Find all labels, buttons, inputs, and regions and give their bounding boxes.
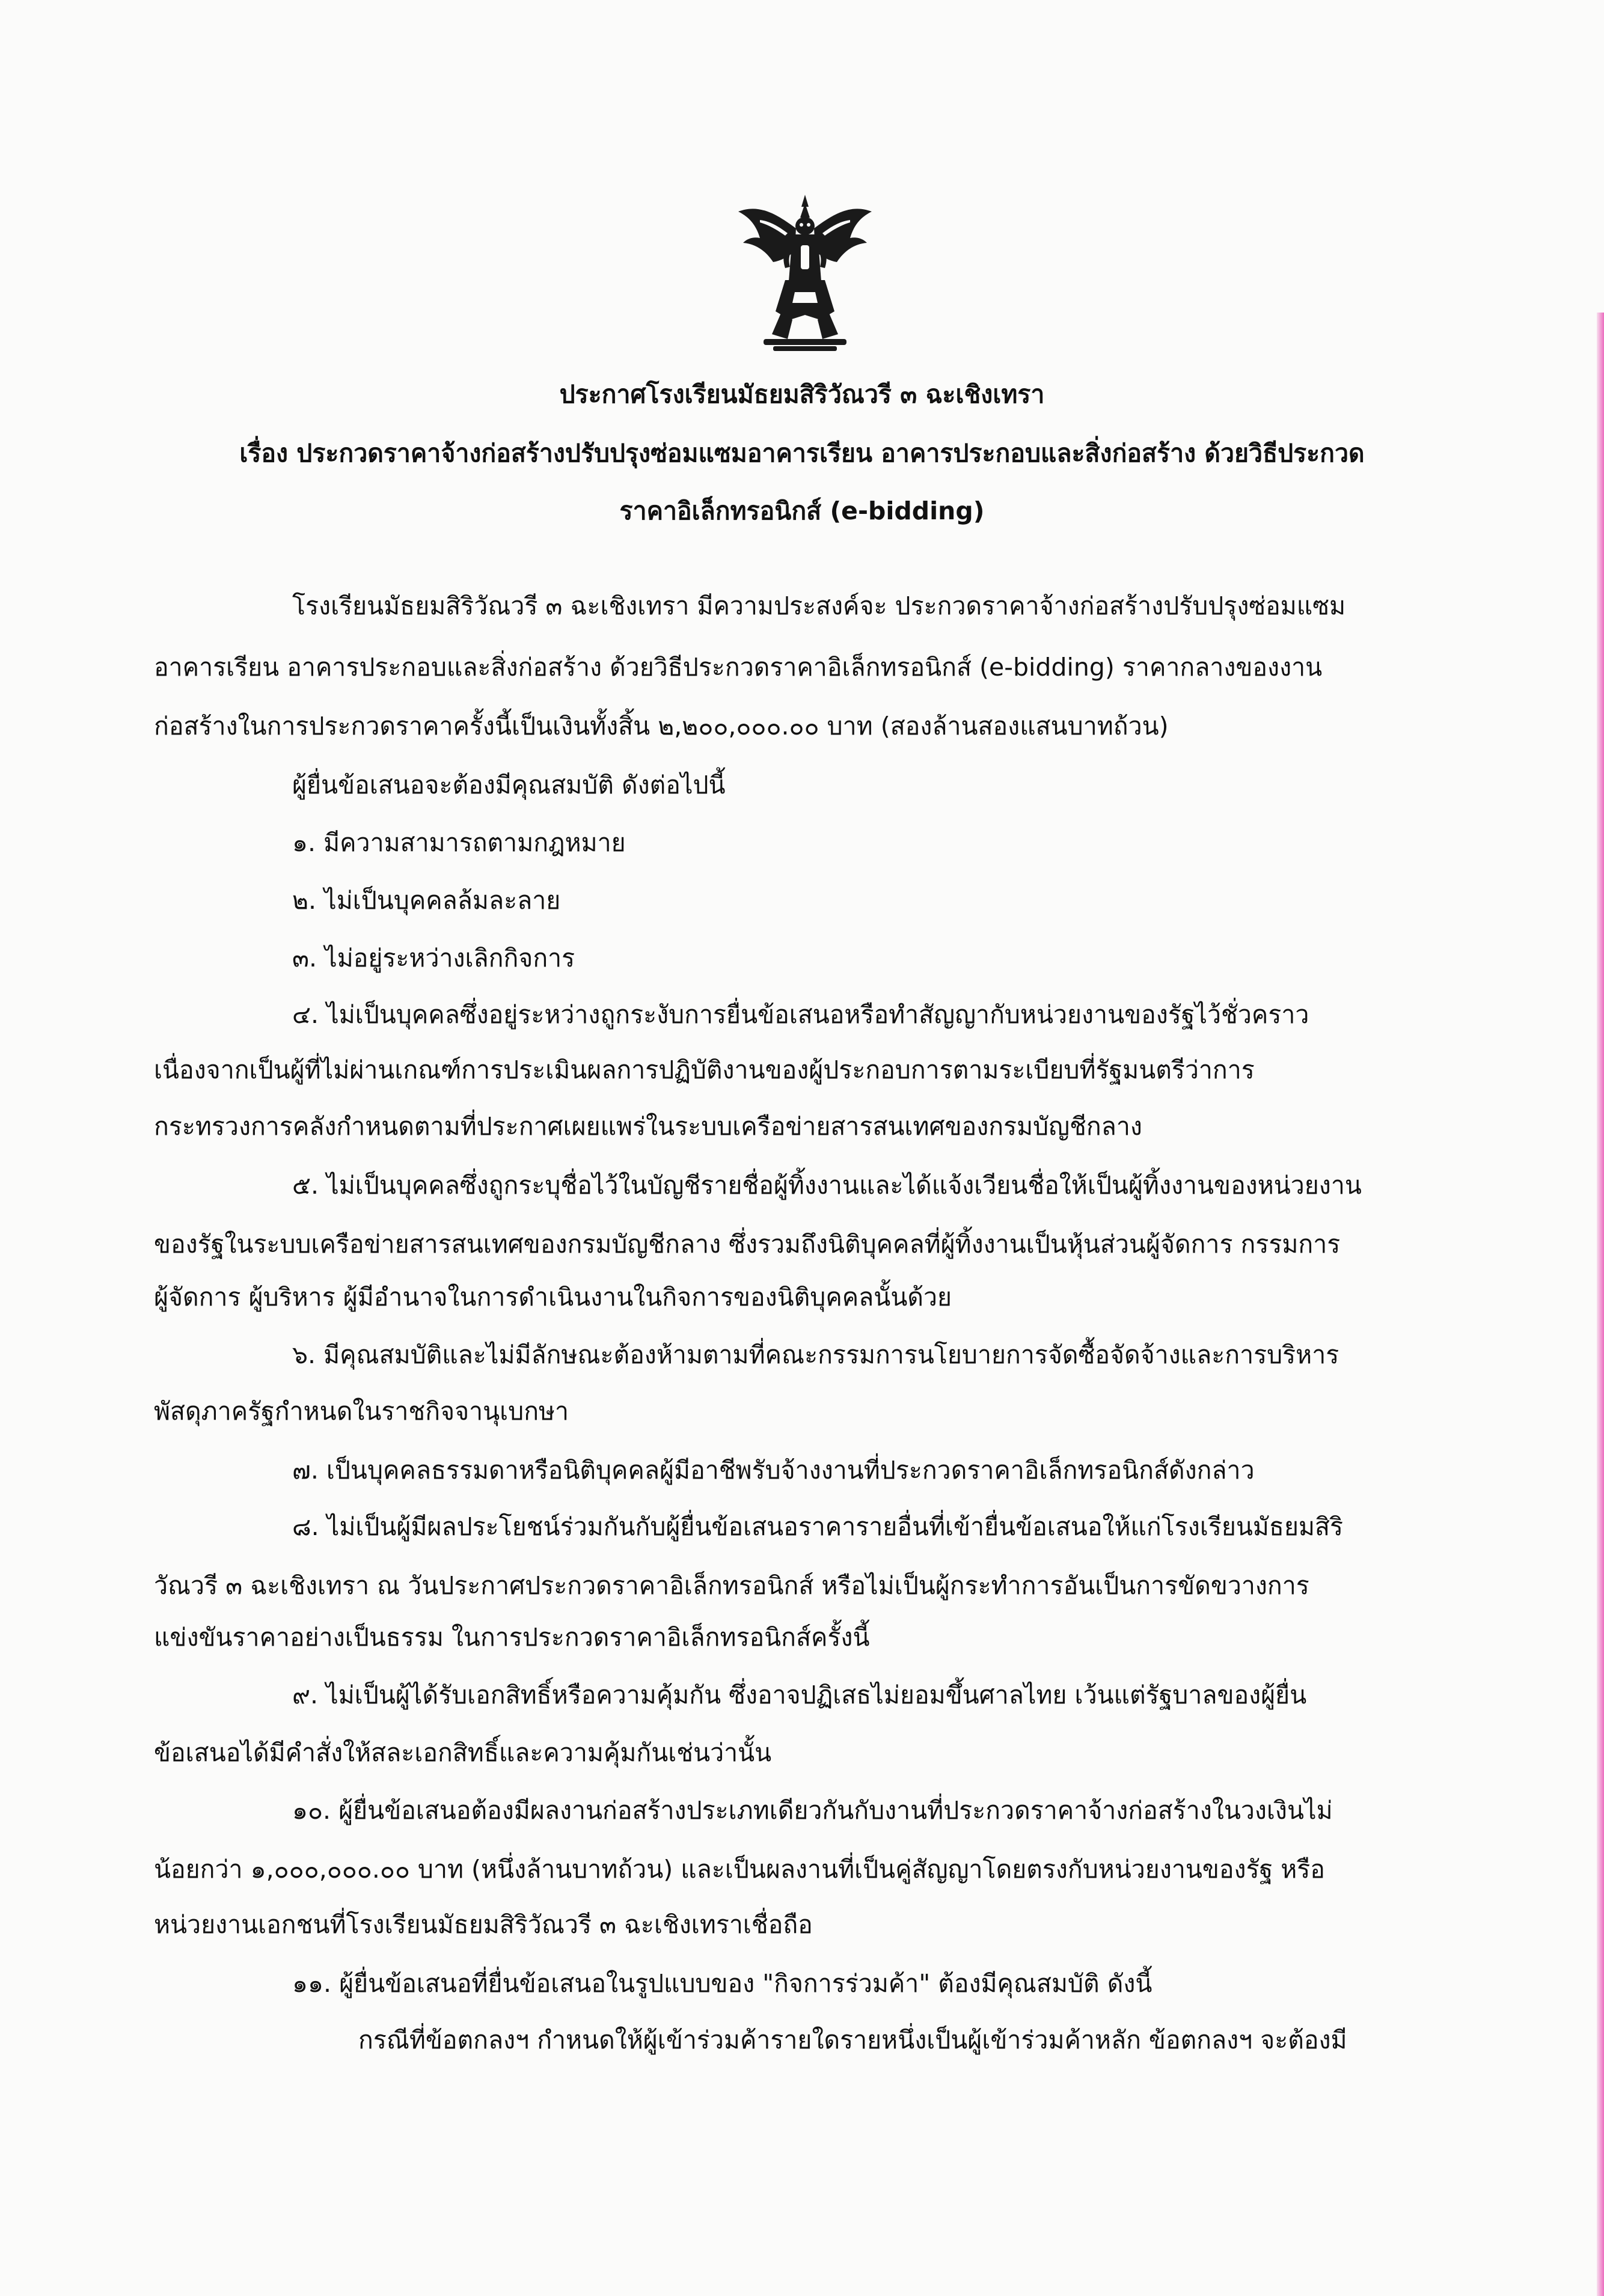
qualification-1: ๑. มีความสามารถตามกฎหมาย — [292, 828, 626, 857]
qualification-8-line-2: วัณวรี ๓ ฉะเชิงเทรา ณ วันประกาศประกวดราคาอิเล็กทรอนิกส์ หรือไม่เป็นผู้กระทำการอันเป็นการขัดขวางการ — [154, 1571, 1309, 1600]
qualification-7: ๗. เป็นบุคคลธรรมดาหรือนิติบุคคลผู้มีอาชีพรับจ้างงานที่ประกวดราคาอิเล็กทรอนิกส์ดังกล่าว — [292, 1456, 1255, 1485]
qualifications-heading: ผู้ยื่นข้อเสนอจะต้องมีคุณสมบัติ ดังต่อไปนี้ — [292, 771, 726, 799]
qualification-3: ๓. ไม่อยู่ระหว่างเลิกกิจการ — [292, 944, 575, 972]
qualification-8-line-3: แข่งขันราคาอย่างเป็นธรรม ในการประกวดราคาอิเล็กทรอนิกส์ครั้งนี้ — [154, 1623, 870, 1652]
qualification-4-line-3: กระทรวงการคลังกำหนดตามที่ประกาศเผยแพร่ในระบบเครือข่ายสารสนเทศของกรมบัญชีกลาง — [154, 1112, 1142, 1141]
qualification-10-line-3: หน่วยงานเอกชนที่โรงเรียนมัธยมสิริวัณวรี ๓ ฉะเชิงเทราเชื่อถือ — [154, 1910, 813, 1939]
qualification-8-line-1: ๘. ไม่เป็นผู้มีผลประโยชน์ร่วมกันกับผู้ยื่นข้อเสนอราคารายอื่นที่เข้ายื่นข้อเสนอให้แก่โรงเรียนมัธยมสิริ — [292, 1512, 1344, 1541]
qualification-4-line-1: ๔. ไม่เป็นบุคคลซึ่งอยู่ระหว่างถูกระงับการยื่นข้อเสนอหรือทำสัญญากับหน่วยงานของรัฐไว้ชั่วคราว — [292, 1000, 1309, 1029]
qualification-5-line-1: ๕. ไม่เป็นบุคคลซึ่งถูกระบุชื่อไว้ในบัญชีรายชื่อผู้ทิ้งงานและได้แจ้งเวียนชื่อให้เป็นผู้ทิ้งงานของหน่วยงาน — [292, 1171, 1362, 1200]
qualification-11-line-1: ๑๑. ผู้ยื่นข้อเสนอที่ยื่นข้อเสนอในรูปแบบของ "กิจการร่วมค้า" ต้องมีคุณสมบัติ ดังนี้ — [292, 1969, 1152, 1998]
subject-line-1: เรื่อง ประกวดราคาจ้างก่อสร้างปรับปรุงซ่อมแซมอาคารเรียน อาคารประกอบและสิ่งก่อสร้าง ด้วยวิธีประกวด — [239, 439, 1365, 468]
qualification-9-line-1: ๙. ไม่เป็นผู้ได้รับเอกสิทธิ์หรือความคุ้มกัน ซึ่งอาจปฏิเสธไม่ยอมขึ้นศาลไทย เว้นแต่รัฐบาลของผู้ยื่น — [292, 1681, 1307, 1709]
qualification-9-line-2: ข้อเสนอได้มีคำสั่งให้สละเอกสิทธิ์และความคุ้มกันเช่นว่านั้น — [154, 1738, 772, 1767]
qualification-2: ๒. ไม่เป็นบุคคลล้มละลาย — [292, 886, 561, 915]
intro-line-3: ก่อสร้างในการประกวดราคาครั้งนี้เป็นเงินทั้งสิ้น ๒,๒๐๐,๐๐๐.๐๐ บาท (สองล้านสองแสนบาทถ้วน) — [154, 712, 1169, 740]
qualification-4-line-2: เนื่องจากเป็นผู้ที่ไม่ผ่านเกณฑ์การประเมินผลการปฏิบัติงานของผู้ประกอบการตามระเบียบที่รัฐมนตรีว่าการ — [154, 1055, 1255, 1084]
qualification-6-line-1: ๖. มีคุณสมบัติและไม่มีลักษณะต้องห้ามตามที่คณะกรรมการนโยบายการจัดซื้อจัดจ้างและการบริหาร — [292, 1340, 1339, 1369]
subject-line-2: ราคาอิเล็กทรอนิกส์ (e-bidding) — [619, 496, 985, 525]
qualification-5-line-2: ของรัฐในระบบเครือข่ายสารสนเทศของกรมบัญชีกลาง ซึ่งรวมถึงนิติบุคคลที่ผู้ทิ้งงานเป็นหุ้นส่วนผู้จัดการ กรรมการ — [154, 1230, 1341, 1259]
qualification-11-line-2: กรณีที่ข้อตกลงฯ กำหนดให้ผู้เข้าร่วมค้ารายใดรายหนึ่งเป็นผู้เข้าร่วมค้าหลัก ข้อตกลงฯ จะต้องมี — [358, 2026, 1347, 2054]
announcement-title: ประกาศโรงเรียนมัธยมสิริวัณวรี ๓ ฉะเชิงเทรา — [559, 380, 1045, 409]
qualification-5-line-3: ผู้จัดการ ผู้บริหาร ผู้มีอำนาจในการดำเนินงานในกิจการของนิติบุคคลนั้นด้วย — [154, 1283, 952, 1311]
intro-line-2: อาคารเรียน อาคารประกอบและสิ่งก่อสร้าง ด้วยวิธีประกวดราคาอิเล็กทรอนิกส์ (e-bidding) ราคากลางของงาน — [154, 653, 1323, 682]
qualification-6-line-2: พัสดุภาครัฐกำหนดในราชกิจจานุเบกษา — [154, 1397, 569, 1426]
garuda-emblem-icon — [730, 191, 880, 353]
intro-line-1: โรงเรียนมัธยมสิริวัณวรี ๓ ฉะเชิงเทรา มีความประสงค์จะ ประกวดราคาจ้างก่อสร้างปรับปรุงซ่อมแซม — [292, 591, 1346, 620]
pink-edge-mark — [1597, 313, 1604, 2296]
qualification-10-line-2: น้อยกว่า ๑,๐๐๐,๐๐๐.๐๐ บาท (หนึ่งล้านบาทถ้วน) และเป็นผลงานที่เป็นคู่สัญญาโดยตรงกับหน่วยงานของรัฐ หรือ — [154, 1855, 1325, 1884]
qualification-10-line-1: ๑๐. ผู้ยื่นข้อเสนอต้องมีผลงานก่อสร้างประเภทเดียวกันกับงานที่ประกวดราคาจ้างก่อสร้างในวงเงินไม่ — [292, 1796, 1333, 1825]
